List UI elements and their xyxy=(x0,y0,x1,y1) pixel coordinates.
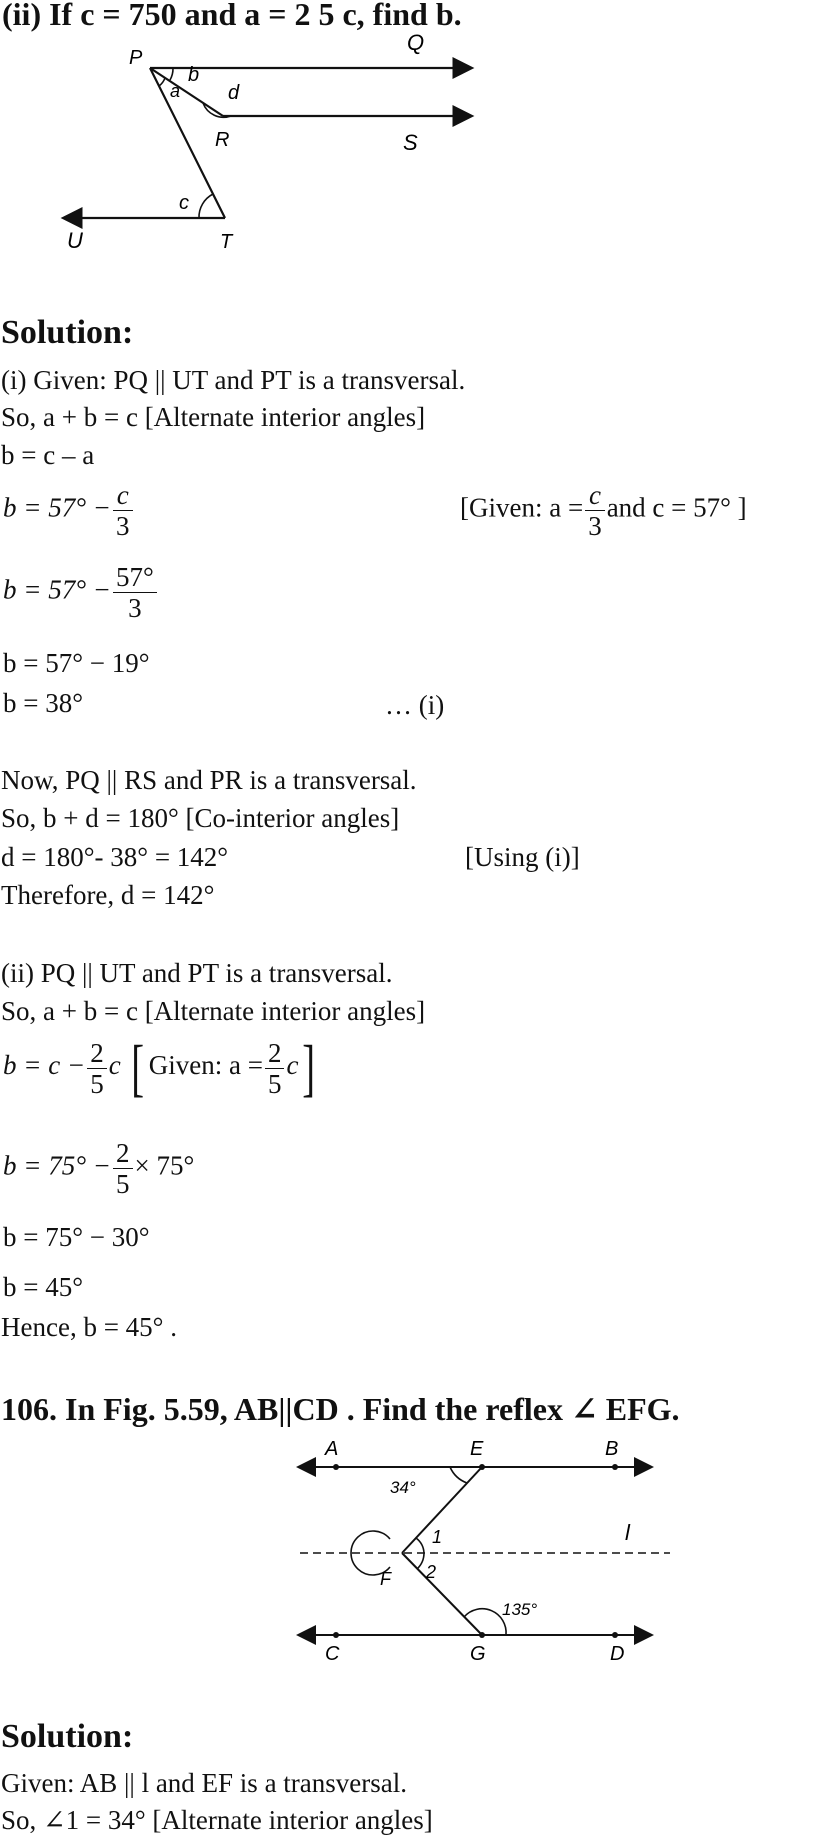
label-angle-1: 1 xyxy=(432,1527,443,1547)
label-p: P xyxy=(129,47,143,69)
question-heading: (ii) If c = 750 and a = 2 5 c, find b. xyxy=(2,0,462,32)
solution-heading: Solution: xyxy=(1,314,134,351)
solution-line: d = 180°- 38° = 142° xyxy=(1,842,229,872)
solution-line: Therefore, d = 142° xyxy=(1,880,215,910)
solution-note: [Using (i)] xyxy=(465,842,580,872)
label-a: A xyxy=(325,1438,339,1460)
label-angle-2: 2 xyxy=(426,1562,437,1582)
equation-line: b = 38° xyxy=(3,688,84,718)
line-fg xyxy=(402,1553,482,1635)
conclusion-line: Hence, b = 45° . xyxy=(1,1312,177,1342)
equation-line: b = 57° − $\frac{c}{3}$ xyxy=(3,480,135,541)
solution-line: Given: AB || l and EF is a transversal. xyxy=(1,1768,408,1798)
label-d: D xyxy=(610,1643,625,1665)
solution-line: (ii) PQ || UT and PT is a transversal. xyxy=(1,958,393,988)
equation-line: b = c − $\frac{2}{5}$ c [ Given: a = $\frac{2}{5}$ c] xyxy=(3,1032,316,1103)
label-t: T xyxy=(220,231,233,253)
equation-line: b = 57° − 19° xyxy=(3,648,150,678)
given-note: [Given: a = $\frac{c}{3}$ and c = 57° ] xyxy=(460,480,747,541)
label-d: d xyxy=(228,82,240,104)
label-g: G xyxy=(470,1643,486,1665)
solution-line: So, ∠1 = 34° [Alternate interior angles] xyxy=(1,1805,433,1835)
question-106-heading: 106. In Fig. 5.59, AB||CD . Find the reflex ∠ EFG. xyxy=(1,1391,680,1427)
label-b: b xyxy=(188,64,200,86)
equation-tag: … (i) xyxy=(385,690,445,720)
equation-line: b = 45° xyxy=(3,1272,84,1302)
label-f: F xyxy=(380,1569,391,1589)
solution-line: b = c – a xyxy=(1,440,95,470)
solution-heading: Solution: xyxy=(1,1718,134,1755)
label-b: B xyxy=(605,1438,619,1460)
label-u: U xyxy=(67,228,83,253)
label-c: C xyxy=(325,1643,340,1665)
figure-1-parallel-lines-diagram xyxy=(55,28,495,258)
label-s: S xyxy=(403,130,418,155)
solution-line: (i) Given: PQ || UT and PT is a transversal. xyxy=(1,365,466,395)
label-l: l xyxy=(625,1520,630,1545)
solution-line: So, a + b = c [Alternate interior angles] xyxy=(1,402,426,432)
equation-line: b = 75° − $\frac{2}{5}$ × 75° xyxy=(3,1138,195,1199)
label-angle-135: 135° xyxy=(502,1600,538,1619)
solution-line: So, b + d = 180° [Co-interior angles] xyxy=(1,803,400,833)
label-q: Q xyxy=(407,30,425,55)
solution-line: Now, PQ || RS and PR is a transversal. xyxy=(1,765,417,795)
solution-line: So, a + b = c [Alternate interior angles] xyxy=(1,996,426,1026)
equation-line: b = 75° − 30° xyxy=(3,1222,150,1252)
label-c: c xyxy=(179,192,189,214)
label-e: E xyxy=(470,1438,484,1460)
label-a: a xyxy=(170,81,181,101)
figure-2-reflex-angle-diagram xyxy=(290,1435,680,1670)
label-angle-34: 34° xyxy=(390,1478,416,1497)
label-r: R xyxy=(215,129,230,151)
equation-line: b = 57° − $\frac{57^\circ}{3}$ xyxy=(3,562,159,623)
